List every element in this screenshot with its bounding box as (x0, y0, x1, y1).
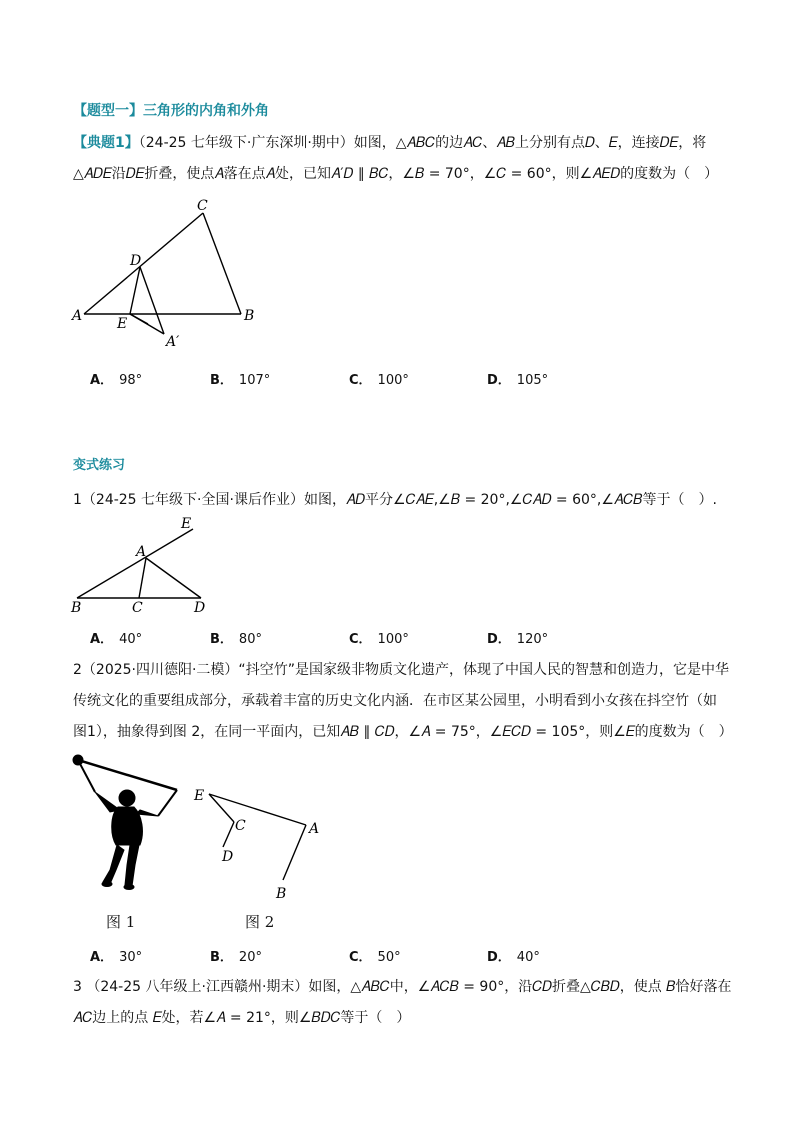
seg-ac (84, 213, 203, 314)
seg-ab (283, 825, 306, 880)
label-a-prime: A′ (166, 334, 180, 350)
figure-triangle-fold (60, 192, 280, 357)
figure-q2 (185, 780, 325, 905)
question-3-line-2: 𝐴𝐶边上的点 𝐸处，若∠𝐴 = 21°，则∠𝐵𝐷𝐶等于（ ） (73, 1010, 411, 1026)
label-d: D (194, 600, 206, 616)
seg-dap (140, 267, 164, 334)
question-1-text: 1（24-25 七年级下·全国·课后作业）如图，𝐴𝐷平分∠𝐶𝐴𝐸,∠𝐵 = 20°,∠𝐶𝐴𝐷 = 60°,∠𝐴𝐶𝐵等于（ ）. (73, 492, 717, 508)
seg-ac (139, 558, 146, 598)
seg-be (77, 529, 193, 598)
figure-2-caption: 图 2 (245, 913, 275, 931)
label-e: E (117, 316, 128, 332)
question-2-line-2: 传统文化的重要组成部分，承载着丰富的历史文化内涵．在市区某公园里，小明看到小女孩在抖空竹（如 (73, 693, 717, 709)
option-b[interactable]: B． 107° (210, 373, 271, 388)
seg-ea-inner (130, 314, 148, 324)
label-a: A (72, 308, 83, 324)
option-a[interactable]: A． 98° (90, 373, 143, 388)
q2-option-a[interactable]: A． 30° (90, 950, 143, 965)
q1-option-a[interactable]: A． 40° (90, 632, 143, 647)
figure-1-caption: 图 1 (106, 913, 136, 931)
diabolo-girl-illustration (70, 750, 185, 895)
section-header: 【题型一】三角形的内角和外角 (73, 103, 269, 119)
label-e: E (181, 516, 192, 532)
q1-option-b[interactable]: B． 80° (210, 632, 262, 647)
practice-header: 变式练习 (73, 458, 126, 473)
q2-option-b[interactable]: B． 20° (210, 950, 262, 965)
seg-ad (146, 558, 201, 598)
label-b: B (244, 308, 255, 324)
example-1-line-2: △𝐴𝐷𝐸沿𝐷𝐸折叠，使点𝐴落在点𝐴处，已知𝐴′𝐷 ∥ 𝐵𝐶，∠𝐵 = 70°，∠𝐶 = 60°，则∠𝐴𝐸𝐷的度数为（ ） (73, 166, 719, 182)
question-2-line-3: 图1），抽象得到图 2，在同一平面内，已知𝐴𝐵 ∥ 𝐶𝐷，∠𝐴 = 75°，∠𝐸𝐶𝐷 = 105°，则∠𝐸的度数为（ ） (73, 724, 733, 740)
q2-option-c[interactable]: C． 50° (349, 950, 401, 965)
label-d: D (222, 849, 234, 865)
label-b: B (276, 886, 287, 902)
option-d[interactable]: D． 105° (487, 373, 549, 388)
q1-option-d[interactable]: D． 120° (487, 632, 549, 647)
label-c: C (235, 818, 246, 834)
q2-option-d[interactable]: D． 40° (487, 950, 540, 965)
example-1-line-1 (73, 133, 706, 153)
label-a: A (136, 544, 147, 560)
label-e: E (194, 788, 205, 804)
question-3-line-1: 3 （24-25 八年级上·江西赣州·期末）如图，△𝐴𝐵𝐶中，∠𝐴𝐶𝐵 = 90°，沿𝐶𝐷折叠△𝐶𝐵𝐷，使点 𝐵恰好落在 (73, 979, 732, 995)
example-tag: 【典题1】 (73, 135, 139, 151)
label-a: A (309, 821, 320, 837)
figure-q1 (65, 512, 225, 616)
option-c[interactable]: C． 100° (349, 373, 409, 388)
example-text-1: （24-25 七年级下·广东深圳·期中）如图，△𝐴𝐵𝐶的边𝐴𝐶、𝐴𝐵上分别有点𝐷、𝐸，连接𝐷𝐸，将 (138, 135, 707, 151)
label-b: B (71, 600, 82, 616)
label-c: C (132, 600, 143, 616)
label-c: C (197, 198, 208, 214)
seg-cd (223, 822, 234, 847)
seg-cb (203, 213, 241, 314)
q1-option-c[interactable]: C． 100° (349, 632, 409, 647)
label-d: D (130, 253, 142, 269)
question-2-line-1: 2（2025·四川德阳·二模）“抖空竹”是国家级非物质文化遗产，体现了中国人民的智慧和创造力，它是中华 (73, 662, 729, 678)
